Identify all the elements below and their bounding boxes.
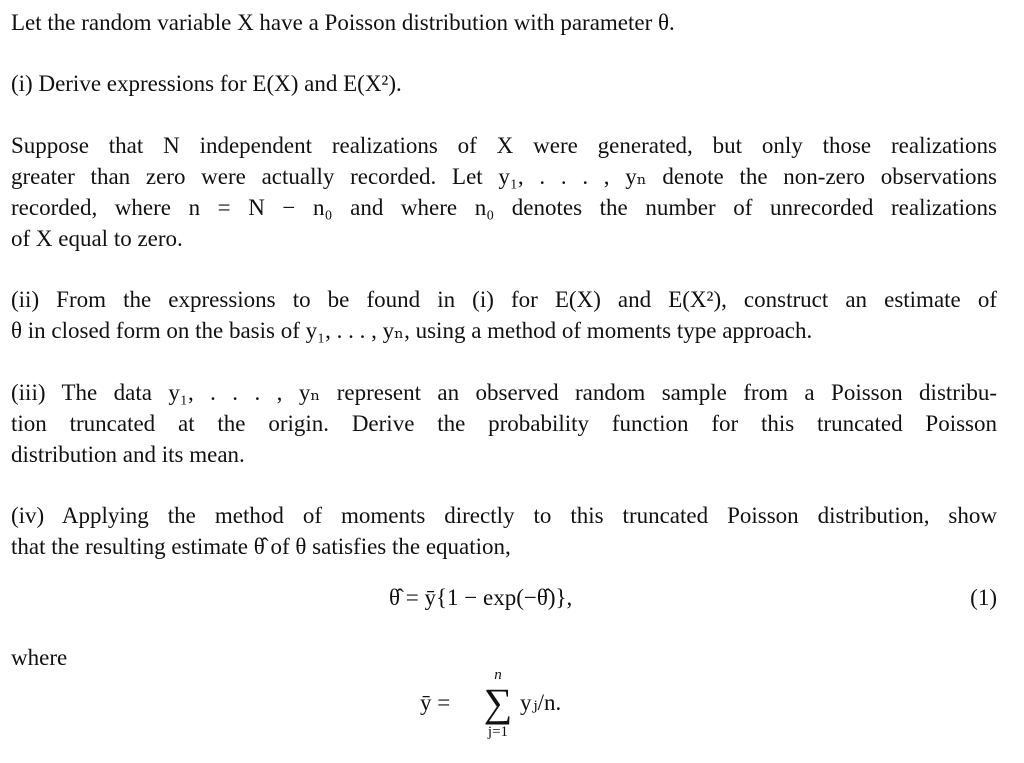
summation-sigma: ∑ bbox=[483, 680, 513, 725]
part-iv-paragraph bbox=[11, 500, 997, 562]
equation-1-body: θ̂ = ȳ{1 − exp(−θ̂)}, bbox=[389, 585, 573, 610]
part-iii-line-3: distribution and its mean. bbox=[11, 442, 245, 467]
summation bbox=[478, 668, 518, 741]
mean-equation-lhs: ȳ = bbox=[420, 690, 451, 715]
part-iii-paragraph bbox=[11, 377, 997, 470]
summation-upper-limit: n bbox=[494, 667, 502, 683]
part-iii-line-2: tion truncated at the origin. Derive the probability function for this truncated Poisson bbox=[11, 411, 997, 436]
part-iv-line-2: that the resulting estimate θ̂ of θ satisfies the equation, bbox=[11, 534, 511, 559]
setup-line-2: greater than zero were actually recorded. Let y₁, . . . , yₙ denote the non-zero observations bbox=[11, 164, 997, 189]
mean-equation-rhs: yⱼ/n. bbox=[520, 690, 562, 715]
setup-line-4: of X equal to zero. bbox=[11, 226, 183, 251]
intro-paragraph bbox=[11, 7, 997, 38]
part-i-line-1: (i) Derive expressions for E(X) and E(X²). bbox=[11, 71, 402, 96]
mean-equation bbox=[420, 668, 620, 748]
part-i-paragraph bbox=[11, 68, 997, 99]
setup-line-1: Suppose that N independent realizations of X were generated, but only those realizations bbox=[11, 133, 997, 158]
setup-paragraph bbox=[11, 130, 997, 254]
intro-line-1: Let the random variable X have a Poisson distribution with parameter θ. bbox=[11, 10, 675, 35]
part-iv-line-1: (iv) Applying the method of moments directly to this truncated Poisson distribution, show bbox=[11, 503, 997, 528]
equation-1 bbox=[11, 585, 997, 625]
part-ii-line-1: (ii) From the expressions to be found in (i) for E(X) and E(X²), construct an estimate of bbox=[11, 287, 997, 312]
setup-line-3: recorded, where n = N − n₀ and where n₀ denotes the number of unrecorded realizations bbox=[11, 195, 997, 220]
where-label: where bbox=[11, 645, 68, 670]
equation-1-number: (1) bbox=[970, 585, 997, 610]
part-ii-paragraph bbox=[11, 284, 997, 346]
part-ii-line-2: θ in closed form on the basis of y₁, . . . , yₙ, using a method of moments type approach. bbox=[11, 318, 813, 343]
summation-lower-limit: j=1 bbox=[487, 724, 509, 740]
part-iii-line-1: (iii) The data y₁, . . . , yₙ represent an observed random sample from a Poisson distribu- bbox=[11, 380, 997, 405]
